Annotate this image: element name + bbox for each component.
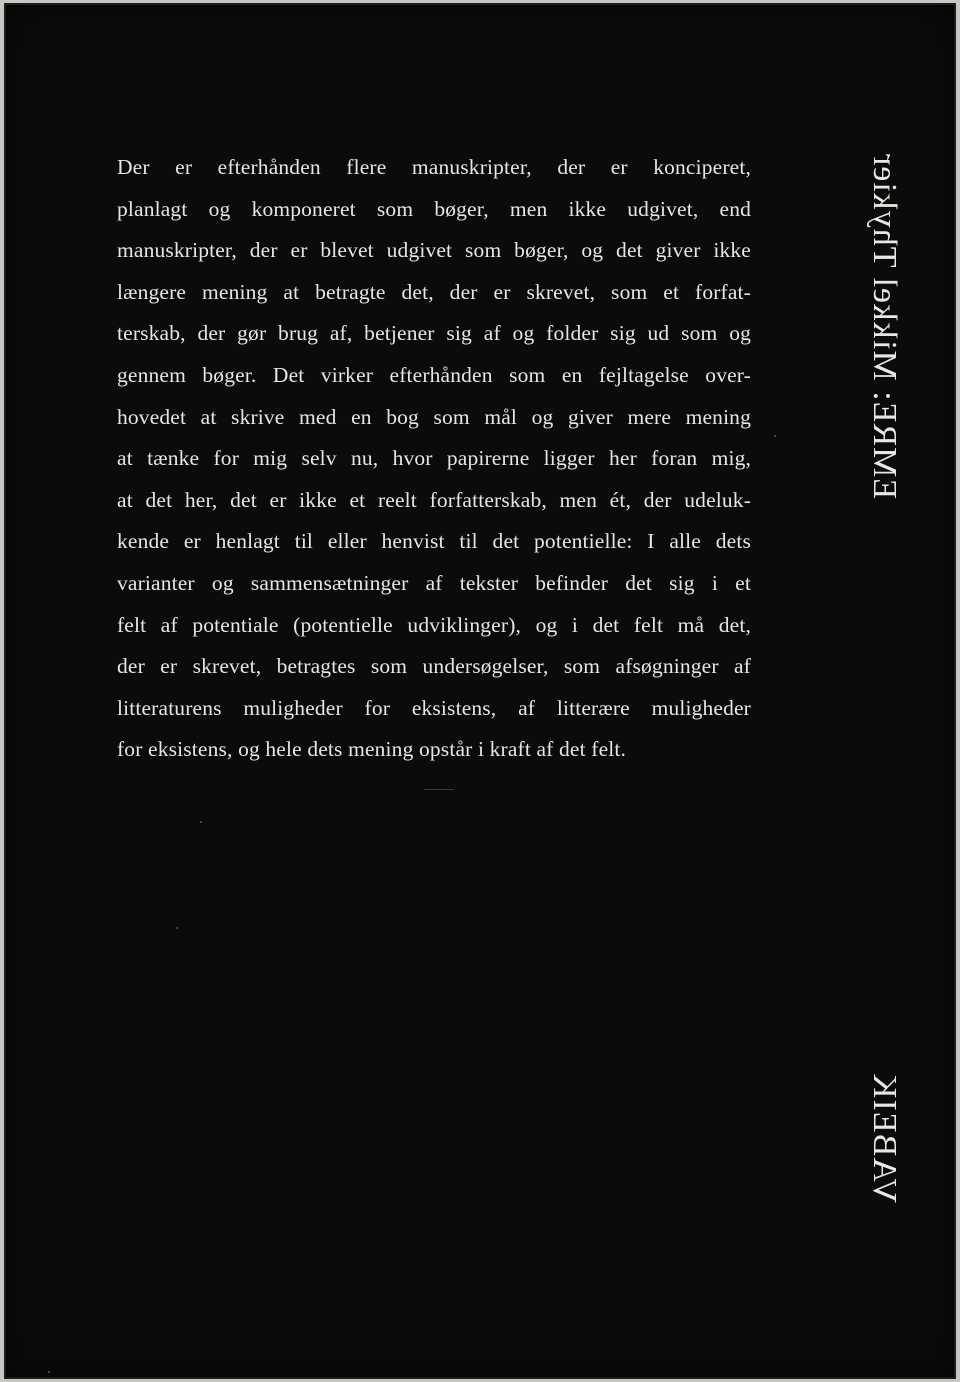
blurb-line: manuskripter, der er blevet udgivet som bøger, og det giver ikke — [117, 238, 751, 263]
dust-speck — [200, 821, 202, 823]
blurb-line: hovedet at skrive med en bog som mål og giver mere mening — [117, 404, 751, 429]
blurb-line: kende er henlagt til eller henvist til det potentielle: I alle dets — [117, 529, 751, 554]
dust-speck — [176, 927, 178, 929]
blurb-line: at det her, det er ikke et reelt forfatterskab, men ét, der udeluk- — [117, 487, 751, 512]
blurb-line: længere mening at betragte det, der er skrevet, som et forfat- — [117, 279, 751, 304]
blurb-line: gennem bøger. Det virker efterhånden som en fejltagelse over- — [117, 362, 751, 387]
blurb-line: Der er efterhånden flere manuskripter, der er konciperet, — [117, 155, 751, 179]
blurb-line: felt af potentiale (potentielle udviklinger), og i det felt må det, — [117, 612, 751, 637]
blurb-line: at tænke for mig selv nu, hvor papirerne ligger her foran mig, — [117, 446, 751, 471]
blurb-line: terskab, der gør brug af, betjener sig af og folder sig ud som og — [117, 321, 751, 346]
blurb-line: varianter og sammensætninger af tekster befinder det sig i et — [117, 570, 751, 595]
spine-title — [862, 153, 906, 633]
book-back-cover — [4, 3, 956, 1379]
dust-speck — [774, 435, 776, 437]
dust-speck — [424, 789, 454, 790]
spine-title-text: EMRE: Mikkel Thykier — [866, 153, 903, 500]
blurb-line: for eksistens, og hele dets mening opstår i kraft af det felt. — [117, 737, 627, 762]
spine-publisher — [862, 1073, 906, 1243]
blurb-line: der er skrevet, betragtes som undersøgelser, som afsøgninger af — [117, 654, 751, 679]
spine-publisher-text: VABEIK — [866, 1073, 903, 1204]
dust-speck — [48, 1371, 50, 1373]
blurb-line: litteraturens muligheder for eksistens, af litterære muligheder — [117, 695, 751, 720]
blurb-text — [117, 147, 757, 771]
blurb-line: planlagt og komponeret som bøger, men ikke udgivet, end — [117, 196, 751, 221]
